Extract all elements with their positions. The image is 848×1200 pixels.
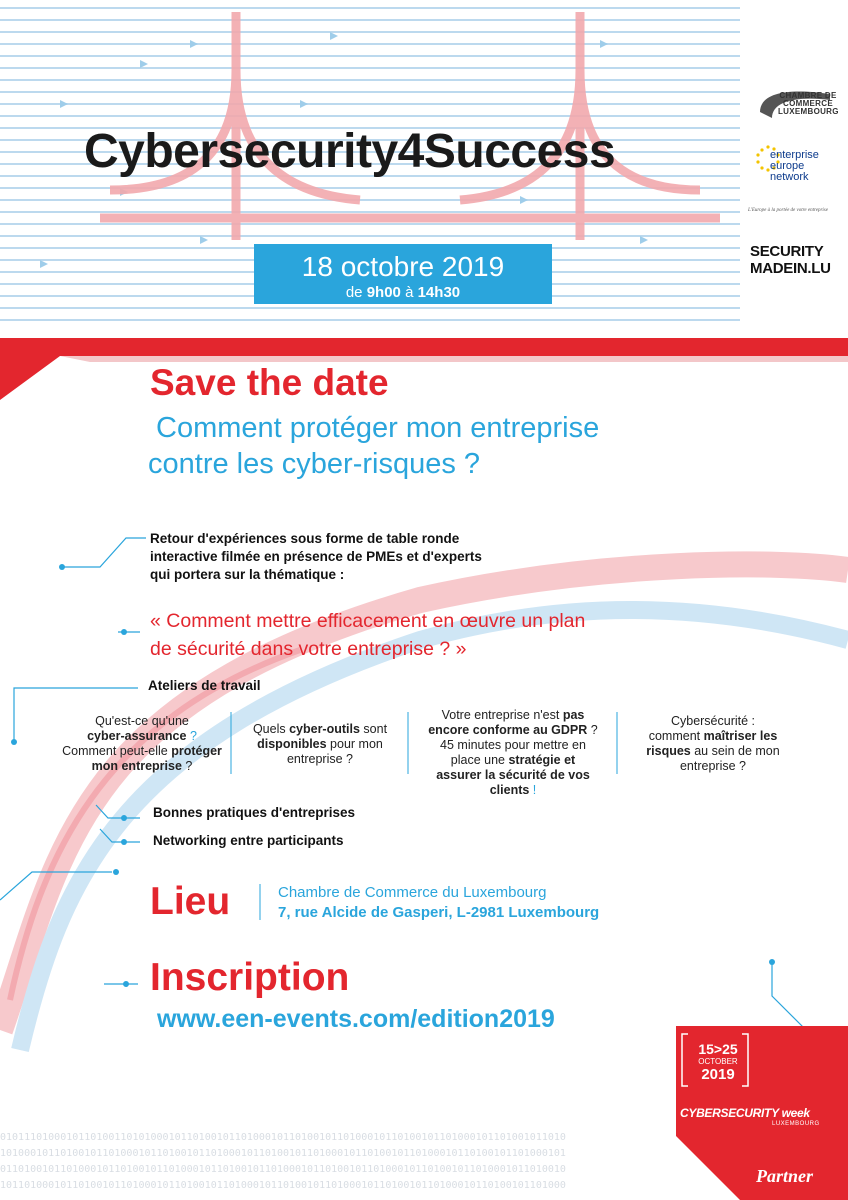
workshop-col-1: Qu'est-ce qu'une cyber-assurance ? Comment peut-elle protéger mon entreprise ?: [62, 714, 222, 773]
networking: Networking entre participants: [153, 833, 344, 848]
event-date: 18 octobre 2019: [301, 251, 505, 282]
binary-strip: [0, 1132, 566, 1191]
event-title: Cybersecurity4Success: [84, 125, 616, 178]
date-box: [254, 244, 552, 304]
svg-text:101000101101001011010001011010: 1010001011010010110100010110100101101000101101001011010001011010010110100010110100101101000101: [0, 1148, 566, 1159]
time-start: 9h00: [366, 284, 401, 301]
chambre-logo: [752, 88, 840, 136]
week-name: CYBERSECURITY week: [680, 1106, 810, 1120]
workshops-heading: Ateliers de travail: [148, 678, 261, 693]
registration-link[interactable]: www.een-events.com/edition2019: [157, 1005, 555, 1033]
svg-text:010111010001011010011010100010: 0101110100010110100110101000101101001011010001011010010110100010110100101101000101101001011010: [0, 1132, 566, 1143]
een-logo: enterprise europe network L'Europe à la portée de votre entreprise: [748, 149, 828, 213]
time-end: 14h30: [417, 284, 461, 301]
save-the-date-heading: Save the date: [150, 362, 389, 403]
lieu-heading: Lieu: [150, 880, 231, 923]
blue-swoosh: [20, 610, 848, 1050]
red-band: [0, 338, 848, 400]
week-year: 2019: [701, 1066, 735, 1083]
intro-text: Retour d'expériences sous forme de table ronde interactive filmée en présence de PMEs et d'experts qui portera sur la thématique :: [150, 531, 482, 582]
week-month: OCTOBER: [698, 1057, 738, 1066]
event-time: de 9h00 à 14h30: [345, 284, 461, 301]
security-madein-logo: SECURITY MADEIN.LU: [750, 243, 831, 277]
een-tagline: L'Europe à la portée de votre entreprise: [748, 208, 828, 213]
venue-address: 7, rue Alcide de Gasperi, L-2981 Luxembourg: [278, 904, 600, 921]
svg-text:101101000101101001011010001011: 1011010001011010010110100010110100101101000101101001011010001011010010110100010110100101101000: [0, 1180, 566, 1191]
workshop-col-3: Votre entreprise n'est pas encore conforme au GDPR ? 45 minutes pour mettre en place une stratégie et assurer la sécurité de vos clients !: [428, 708, 598, 797]
theme-quote: « Comment mettre efficacement en œuvre un plan de sécurité dans votre entreprise ? »: [150, 610, 586, 660]
workshop-col-2: Quels cyber-outils sont disponibles pour mon entreprise ?: [252, 722, 388, 766]
week-dates: 15>25: [698, 1041, 738, 1057]
chambre-logo-text: CHAMBRE DE COMMERCE LUXEMBOURG: [778, 91, 839, 116]
week-place: LUXEMBOURG: [772, 1121, 820, 1127]
cybersecurity-week-badge: [676, 1026, 848, 1200]
save-subtitle: Comment protéger mon entreprise contre les cyber-risques ?: [148, 412, 600, 480]
venue-name: Chambre de Commerce du Luxembourg: [278, 884, 547, 901]
workshop-col-4: Cybersécurité : comment maîtriser les risques au sein de mon entreprise ?: [646, 714, 780, 773]
bonnes-pratiques: Bonnes pratiques d'entreprises: [153, 805, 356, 820]
inscription-heading: Inscription: [150, 956, 350, 999]
svg-text:011010010110100010110100101101: 0110100101101000101101001011010001011010010110100010110100101101000101101001011010001011010010: [0, 1164, 566, 1175]
partner-label: Partner: [756, 1166, 814, 1186]
